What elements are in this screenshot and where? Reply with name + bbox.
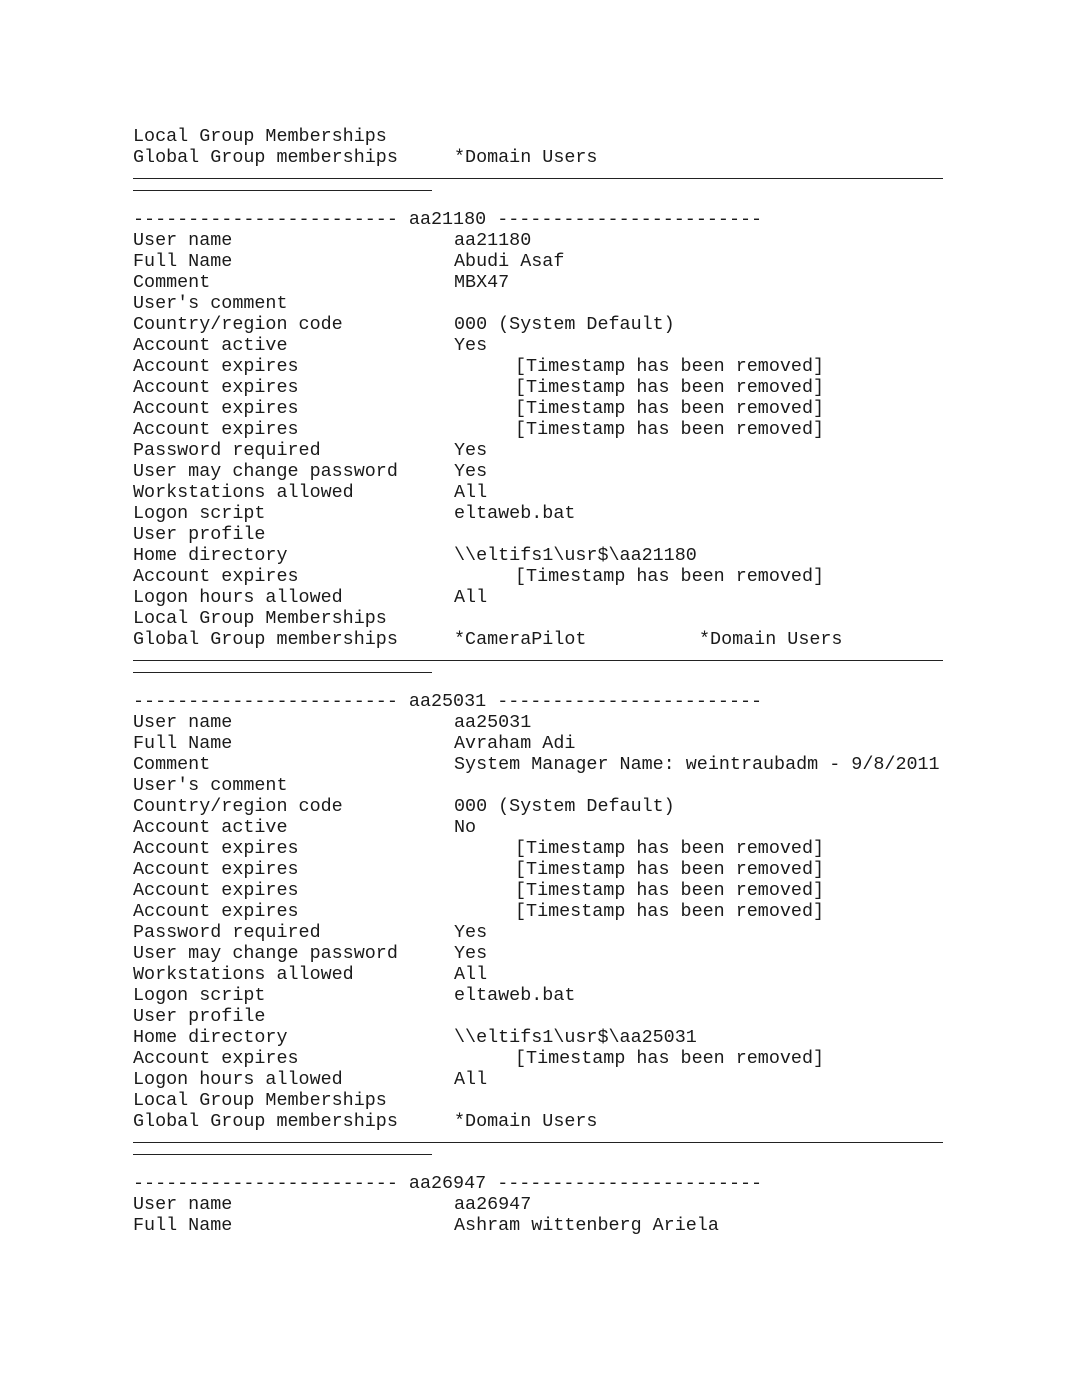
field-value: [Timestamp has been removed] [515,356,825,377]
field-value: [Timestamp has been removed] [515,1048,825,1069]
field-value: \\eltifs1\usr$\aa21180 [454,545,697,566]
field-label: Local Group Memberships [133,1090,387,1111]
field-label: Home directory [133,545,288,566]
section-divider-short [133,190,432,191]
field-label: Account expires [133,859,299,880]
field-value: [Timestamp has been removed] [515,880,825,901]
field-value: Ashram wittenberg Ariela [454,1215,719,1236]
field-label: User may change password [133,943,398,964]
field-label: User may change password [133,461,398,482]
field-label: Account expires [133,419,299,440]
field-label: Comment [133,272,211,293]
field-label: Full Name [133,251,233,272]
field-label: Home directory [133,1027,288,1048]
field-label: Password required [133,440,321,461]
field-value: [Timestamp has been removed] [515,901,825,922]
field-label: Workstations allowed [133,482,354,503]
section-divider [133,660,943,661]
field-value: \\eltifs1\usr$\aa25031 [454,1027,697,1048]
field-label: Account expires [133,356,299,377]
field-value: All [454,587,488,608]
field-value: Yes [454,922,488,943]
field-label: User's comment [133,293,288,314]
field-label: Local Group Memberships [133,608,387,629]
record-header: ------------------------ aa25031 ------------------------ [133,691,763,712]
field-label: Local Group Memberships [133,126,387,147]
field-value: Yes [454,440,488,461]
field-label: Full Name [133,1215,233,1236]
field-value: All [454,1069,488,1090]
field-value: aa25031 [454,712,532,733]
field-label: Logon hours allowed [133,1069,343,1090]
field-label: Account expires [133,1048,299,1069]
intro-local-group-row [133,126,387,147]
field-label: Account expires [133,377,299,398]
field-value: *Domain Users [454,147,598,168]
field-value: [Timestamp has been removed] [515,859,825,880]
field-label: Account expires [133,398,299,419]
field-value: [Timestamp has been removed] [515,377,825,398]
field-label: Comment [133,754,211,775]
field-value: eltaweb.bat [454,503,576,524]
field-label: User name [133,230,233,251]
field-label: Account active [133,335,288,356]
field-value: All [454,964,488,985]
field-label: Global Group memberships [133,1111,398,1132]
field-value: Yes [454,943,488,964]
field-value: All [454,482,488,503]
field-value: Yes [454,461,488,482]
field-value: MBX47 [454,272,510,293]
field-value: [Timestamp has been removed] [515,566,825,587]
field-label: User's comment [133,775,288,796]
field-value: 000 (System Default) [454,314,675,335]
field-label: Workstations allowed [133,964,354,985]
record-header: ------------------------ aa21180 ------------------------ [133,209,763,230]
field-label: Logon script [133,503,266,524]
field-value: aa21180 [454,230,532,251]
field-value: Yes [454,335,488,356]
record-header: ------------------------ aa26947 ------------------------ [133,1173,763,1194]
field-label: Account expires [133,566,299,587]
field-value: System Manager Name: weintraubadm - 9/8/2011 [454,754,940,775]
section-divider-short [133,672,432,673]
field-label: User profile [133,524,266,545]
field-value: Avraham Adi [454,733,576,754]
intro-global-group-row [133,147,598,168]
section-divider [133,178,943,179]
section-divider-short [133,1154,432,1155]
field-value: [Timestamp has been removed] [515,398,825,419]
field-value: Abudi Asaf [454,251,565,272]
field-label: Full Name [133,733,233,754]
field-value: *Domain Users [454,1111,598,1132]
field-label: Account expires [133,880,299,901]
field-label: Country/region code [133,314,343,335]
field-value: No [454,817,477,838]
section-divider [133,1142,943,1143]
field-value: aa26947 [454,1194,532,1215]
field-label: Country/region code [133,796,343,817]
field-label: Logon script [133,985,266,1006]
field-label: User name [133,712,233,733]
field-label: User name [133,1194,233,1215]
field-value-secondary: *Domain Users [699,629,843,650]
field-value: *CameraPilot [454,629,587,650]
field-value: [Timestamp has been removed] [515,419,825,440]
field-value: eltaweb.bat [454,985,576,1006]
field-label: Account active [133,817,288,838]
field-value: [Timestamp has been removed] [515,838,825,859]
field-label: Logon hours allowed [133,587,343,608]
field-label: User profile [133,1006,266,1027]
field-label: Account expires [133,838,299,859]
field-label: Global Group memberships [133,629,398,650]
field-label: Password required [133,922,321,943]
field-value: 000 (System Default) [454,796,675,817]
field-label: Global Group memberships [133,147,398,168]
field-label: Account expires [133,901,299,922]
